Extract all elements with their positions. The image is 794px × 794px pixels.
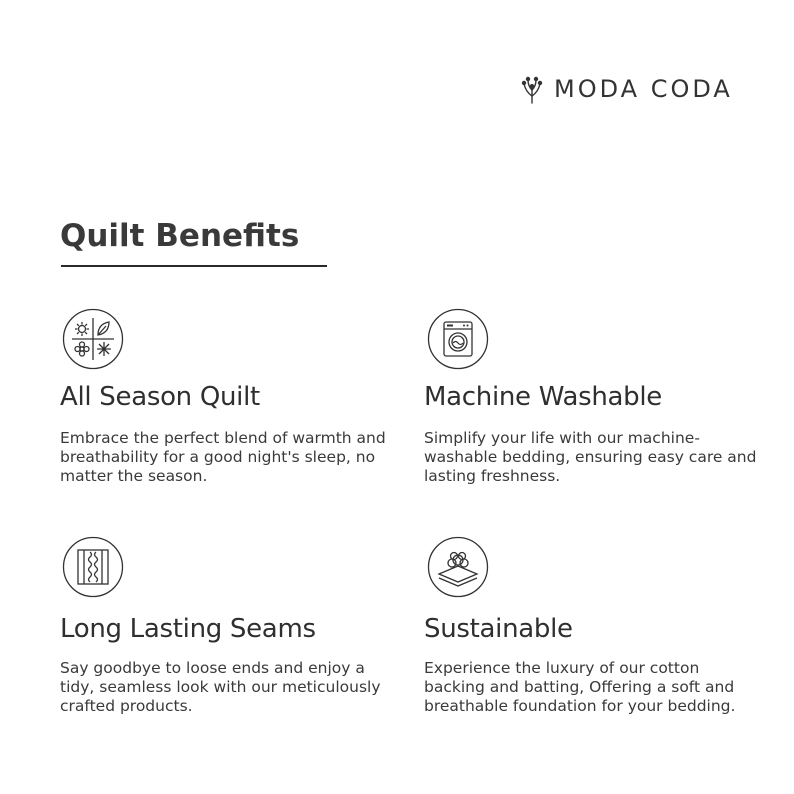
- benefit-long-lasting-seams: [60, 536, 400, 715]
- quilted-seams-icon: [62, 536, 124, 598]
- benefit-title: All Season Quilt: [60, 382, 260, 412]
- benefit-title: Long Lasting Seams: [60, 614, 316, 644]
- benefit-title: Sustainable: [424, 614, 573, 644]
- benefit-description: Experience the luxury of our cotton backing and batting, Offering a soft and breathable foundation for your bedding.: [424, 659, 736, 715]
- benefit-description: Simplify your life with our machine-washable bedding, ensuring easy care and lasting freshness.: [424, 429, 757, 485]
- section-title: Quilt Benefits: [60, 218, 300, 254]
- benefit-description: Embrace the perfect blend of warmth and breathability for a good night's sleep, no matter the season.: [60, 429, 386, 485]
- brand-header: [518, 74, 733, 104]
- benefit-sustainable: [424, 536, 764, 715]
- benefit-title: Machine Washable: [424, 382, 662, 412]
- benefit-machine-washable: [424, 308, 764, 485]
- four-seasons-icon: [62, 308, 124, 370]
- cotton-layers-icon: [427, 536, 489, 598]
- brand-name: MODA CODA: [554, 75, 733, 103]
- flower-sprig-icon: [518, 74, 546, 104]
- benefit-all-season: [60, 308, 400, 485]
- benefit-description: Say goodbye to loose ends and enjoy a tidy, seamless look with our meticulously crafted products.: [60, 659, 381, 715]
- title-underline: [61, 265, 327, 267]
- washing-machine-icon: [427, 308, 489, 370]
